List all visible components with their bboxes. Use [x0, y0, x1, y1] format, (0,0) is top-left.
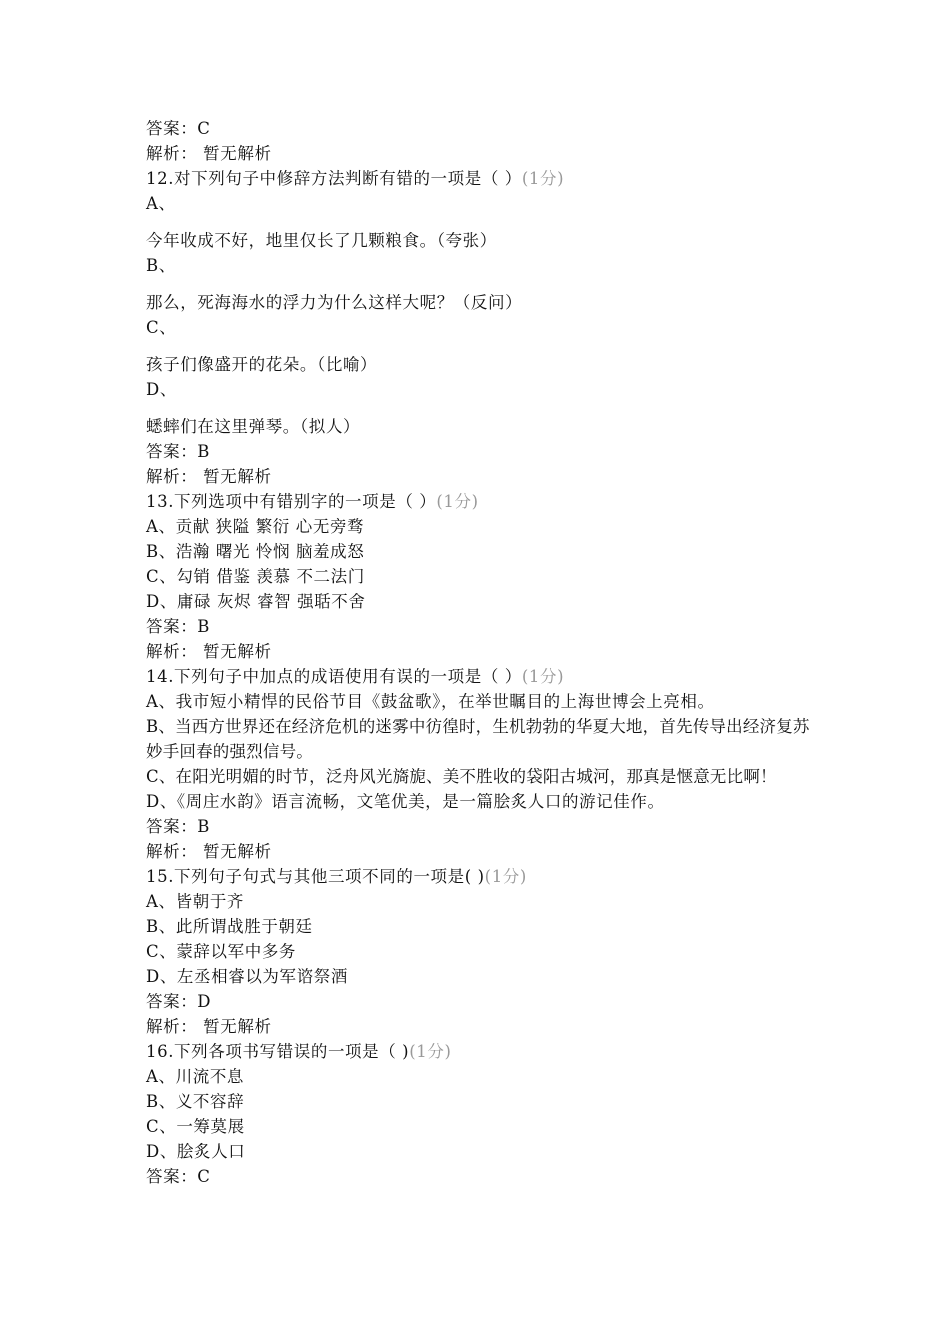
- option-b: B、义不容辞: [146, 1092, 245, 1111]
- answer-line: 答案：C: [146, 119, 211, 138]
- option-c: C、一筹莫展: [146, 1117, 245, 1136]
- option-d: D、左丞相睿以为军谘祭酒: [146, 967, 348, 986]
- option-label-b: B、: [146, 256, 176, 275]
- question-14: [146, 664, 816, 864]
- analysis-line: 解析： 暂无解析: [146, 467, 272, 486]
- question-13: [146, 489, 816, 664]
- option-c: C、蒙辞以军中多务: [146, 942, 297, 961]
- question-stem: [146, 1039, 816, 1064]
- question-stem: [146, 664, 816, 689]
- question-15: [146, 864, 816, 1039]
- analysis-line: 解析： 暂无解析: [146, 144, 272, 163]
- question-16: [146, 1039, 816, 1189]
- option-c: C、勾销 借鉴 羡慕 不二法门: [146, 567, 365, 586]
- question-stem: [146, 166, 816, 191]
- answer-line: 答案：B: [146, 817, 211, 836]
- option-d: D、脍炙人口: [146, 1142, 246, 1161]
- option-label-d: D、: [146, 380, 177, 399]
- option-a: A、我市短小精悍的民俗节目《鼓盆歌》，在举世瞩目的上海世博会上亮相。: [146, 692, 715, 711]
- question-stem: [146, 489, 816, 514]
- answer-line: 答案：C: [146, 1167, 211, 1186]
- option-a: A、贡献 狭隘 繁衍 心无旁骛: [146, 517, 365, 536]
- analysis-line: 解析： 暂无解析: [146, 842, 272, 861]
- analysis-line: 解析： 暂无解析: [146, 642, 272, 661]
- question-score: (1分): [521, 169, 565, 188]
- option-d: D、《周庄水韵》语言流畅，文笔优美，是一篇脍炙人口的游记佳作。: [146, 792, 665, 811]
- question-12: [146, 166, 816, 489]
- option-a: A、川流不息: [146, 1067, 245, 1086]
- option-label-c: C、: [146, 318, 177, 337]
- question-stem-text: 12.对下列句子中修辞方法判断有错的一项是（ ）: [146, 169, 522, 188]
- answer-line: 答案：D: [146, 992, 212, 1011]
- option-text-b: 那么，死海海水的浮力为什么这样大呢？（反问）: [146, 293, 523, 312]
- question-stem: [146, 864, 816, 889]
- question-stem-text: 15.下列句子句式与其他三项不同的一项是( ): [146, 867, 485, 886]
- document-page: [146, 116, 816, 1189]
- analysis-line: 解析： 暂无解析: [146, 1017, 272, 1036]
- option-b: B、此所谓战胜于朝廷: [146, 917, 313, 936]
- option-c: C、在阳光明媚的时节，泛舟风光旖旎、美不胜收的袋阳古城河，那真是惬意无比啊！: [146, 767, 777, 786]
- option-b: B、当西方世界还在经济危机的迷雾中彷徨时，生机勃勃的华夏大地，首先传导出经济复苏妙手回春的强烈信号。: [146, 717, 810, 761]
- option-text-c: 孩子们像盛开的花朵。（比喻）: [146, 355, 378, 374]
- question-score: (1分): [409, 1042, 452, 1061]
- option-a: A、皆朝于齐: [146, 892, 245, 911]
- question-score: (1分): [436, 492, 479, 511]
- option-text-a: 今年收成不好，地里仅长了几颗粮食。（夸张）: [146, 231, 497, 250]
- option-text-d: 蟋蟀们在这里弹琴。（拟人）: [146, 417, 361, 436]
- question-score: (1分): [521, 667, 565, 686]
- option-d: D、庸碌 灰烬 睿智 强聒不舍: [146, 592, 366, 611]
- answer-line: 答案：B: [146, 442, 211, 461]
- question-stem-text: 16.下列各项书写错误的一项是（ ): [146, 1042, 410, 1061]
- option-b: B、浩瀚 曙光 怜悯 脑羞成怒: [146, 542, 365, 561]
- answer-line: 答案：B: [146, 617, 211, 636]
- question-stem-text: 14.下列句子中加点的成语使用有误的一项是（ ）: [146, 667, 522, 686]
- question-score: (1分): [484, 867, 527, 886]
- option-label-a: A、: [146, 194, 176, 213]
- question-stem-text: 13.下列选项中有错别字的一项是（ ）: [146, 492, 437, 511]
